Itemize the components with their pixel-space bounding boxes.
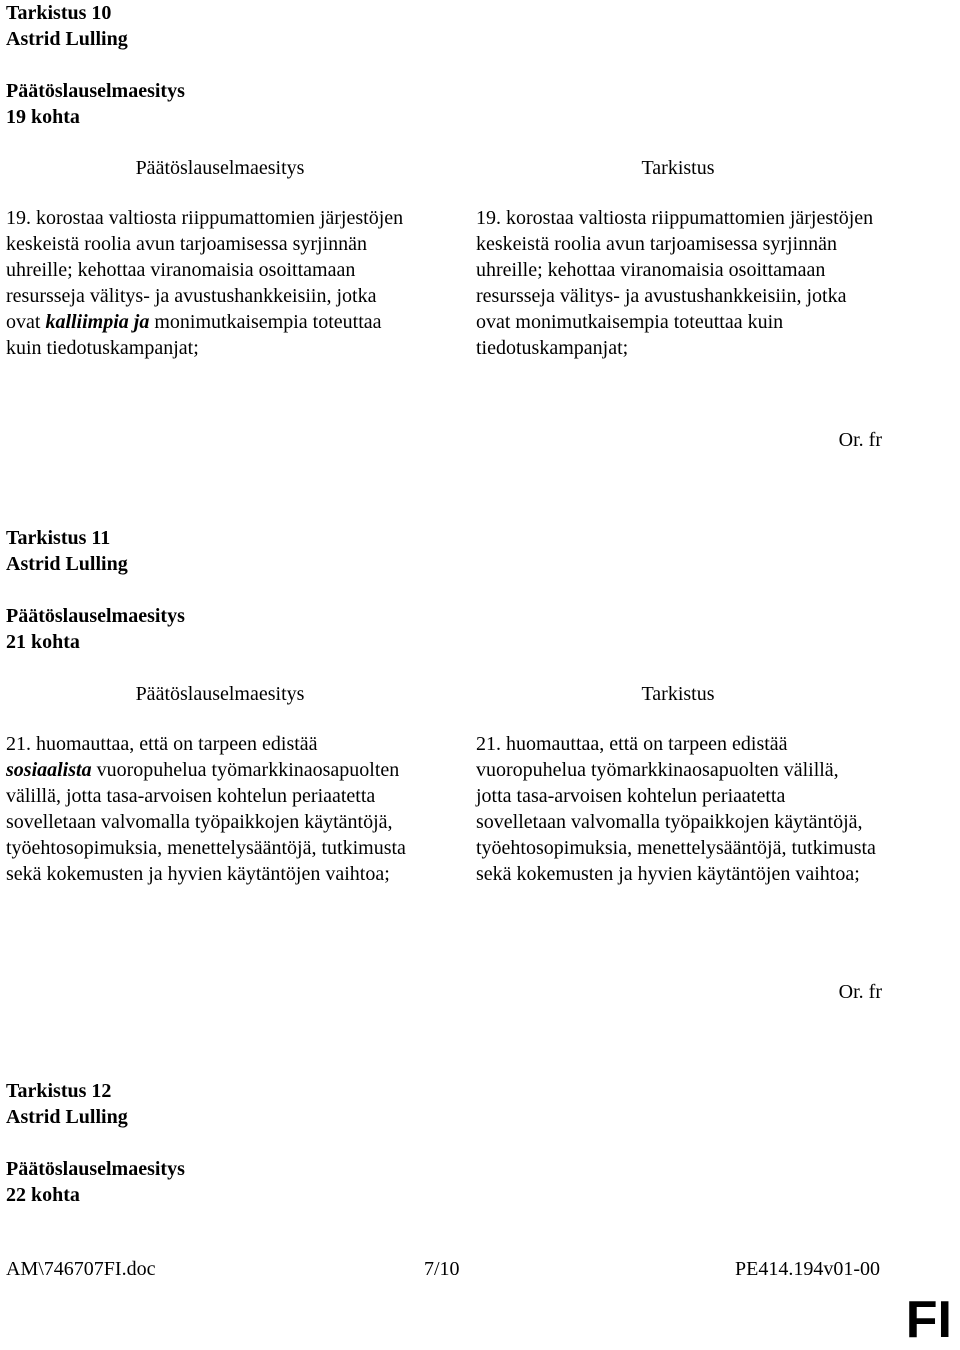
amendment-10-heading (6, 0, 185, 130)
column-header-right: Tarkistus (641, 157, 715, 179)
amendment-author: Astrid Lulling (6, 28, 128, 50)
amended-paragraph: 19. korostaa valtiosta riippumattomien järjestöjen keskeistä roolia avun tarjoamisessa syrjinnän uhreille; kehottaa viranomaisia osoittamaan resursseja välitys- ja avustushankkeisiin, jotka ovat monimutkaisempia toteuttaa kuin tiedotuskampanjat; (476, 207, 874, 359)
page-footer (6, 1256, 886, 1282)
footer-pe-ref: PE414.194v01-00 (735, 1258, 880, 1280)
footer-page-number: 7/10 (424, 1258, 460, 1280)
text-part: 19. korostaa valtiosta riippumattomien järjestöjen keskeistä roolia avun tarjoamisessa syrjinnän uhreille; kehottaa viranomaisia osoittamaan resursseja välitys- ja avustushankkeisiin, jotka ovat (6, 207, 404, 333)
amendment-11-original-text (6, 731, 406, 887)
column-header-left: Päätöslauselmaesitys (135, 683, 305, 705)
amendment-point: 22 kohta (6, 1184, 80, 1206)
amendment-12-heading (6, 1078, 185, 1208)
amendment-doc-type: Päätöslauselmaesitys (6, 605, 185, 627)
text-part: 21. huomauttaa, että on tarpeen edistää (6, 733, 318, 755)
column-header-right: Tarkistus (641, 683, 715, 705)
original-language: Or. fr (838, 429, 882, 451)
deleted-text-emphasis: sosiaalista (6, 759, 92, 781)
column-header-left: Päätöslauselmaesitys (135, 157, 305, 179)
amendment-author: Astrid Lulling (6, 1106, 128, 1128)
original-language: Or. fr (838, 981, 882, 1003)
amendment-11-heading (6, 525, 185, 655)
amendment-10-original-text (6, 205, 406, 361)
language-code: FI (905, 1291, 952, 1349)
amendment-title: Tarkistus 11 (6, 527, 111, 549)
amendment-author: Astrid Lulling (6, 553, 128, 575)
amendment-11-amended-text (476, 731, 876, 887)
amendment-title: Tarkistus 10 (6, 2, 112, 24)
amendment-doc-type: Päätöslauselmaesitys (6, 80, 185, 102)
footer-doc-ref: AM\746707FI.doc (6, 1258, 156, 1280)
amendment-title: Tarkistus 12 (6, 1080, 112, 1102)
amended-paragraph: 21. huomauttaa, että on tarpeen edistää vuoropuhelua työmarkkinaosapuolten välillä, jotta tasa-arvoisen kohtelun periaatetta sovelletaan valvomalla työpaikkojen käytäntöjä, työehtosopimuksia, menettelysääntöjä, tutkimusta sekä kokemusten ja hyvien käytäntöjen vaihtoa; (476, 733, 876, 885)
amendment-10-amended-text (476, 205, 876, 361)
text-part: monimutkaisempia toteuttaa kuin tiedotuskampanjat; (6, 311, 382, 359)
text-part: vuoropuhelua työmarkkinaosapuolten välillä, jotta tasa-arvoisen kohtelun periaatetta sovelletaan valvomalla työpaikkojen käytäntöjä, työehtosopimuksia, menettelysääntöjä, tutkimusta sekä kokemusten ja hyvien käytäntöjen vaihtoa; (6, 759, 406, 885)
amendment-point: 19 kohta (6, 106, 80, 128)
amendment-point: 21 kohta (6, 631, 80, 653)
amendment-doc-type: Päätöslauselmaesitys (6, 1158, 185, 1180)
deleted-text-emphasis: kalliimpia ja (45, 311, 150, 333)
